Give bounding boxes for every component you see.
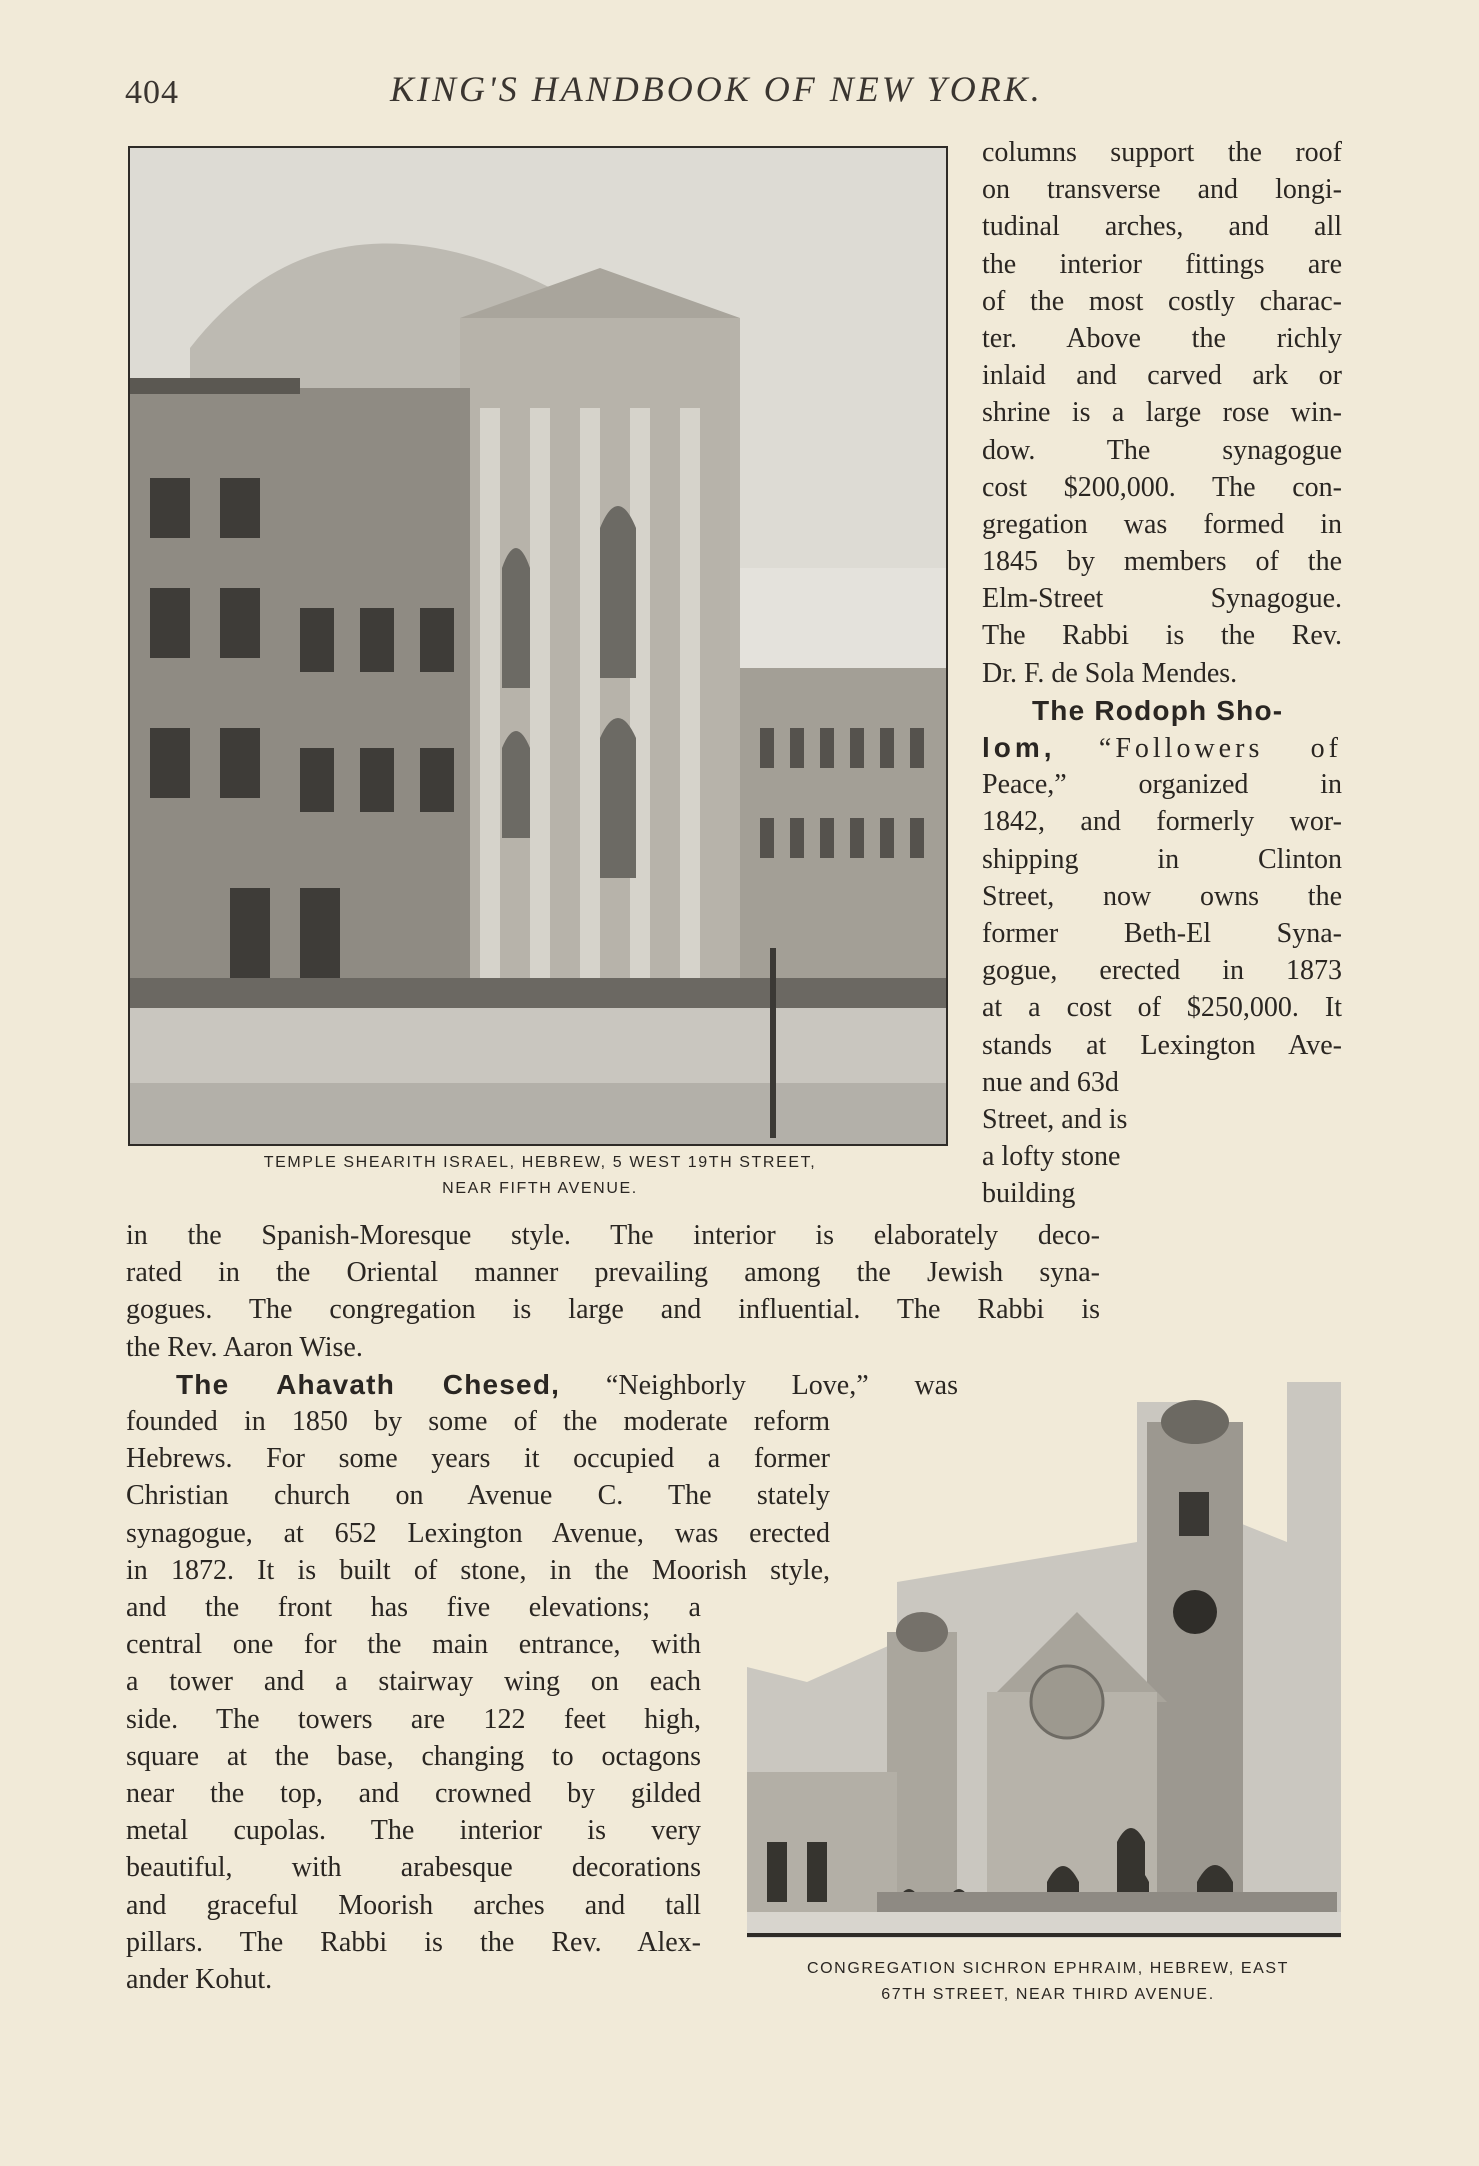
text-line: Peace,” organized in [982,769,1342,801]
rodoph-line-2 [982,729,1342,766]
ahavath-paragraph-b [126,1589,701,1998]
text-line: nue and 63d [982,1066,1119,1098]
text-line: stands at Lexington Ave- [982,1029,1342,1061]
congregation-sichron-ephraim-photo [747,1382,1341,1938]
text-line: ander Kohut. [126,1963,273,1995]
text-line: pillars. The Rabbi is the Rev. Alex- [126,1926,701,1958]
figure-caption-2 [748,1956,1348,2008]
text-line: the Rev. Aaron Wise. [126,1331,363,1363]
text-line: gogues. The congregation is large and influential. The Rabbi is [126,1294,1100,1326]
caption-line: 67TH STREET, NEAR THIRD AVENUE. [881,1986,1215,2003]
text-line: gogue, erected in 1873 [982,955,1342,987]
text-line: Christian church on Avenue C. The stately [126,1480,830,1512]
figure-caption-1 [190,1150,890,1202]
text-line: beautiful, with arabesque decorations [126,1852,701,1884]
rodoph-heading: The Rodoph Sho- [1032,694,1284,726]
text-line: founded in 1850 by some of the moderate reform [126,1406,830,1437]
text-line: near the top, and crowned by gilded [126,1777,701,1809]
caption-line: TEMPLE SHEARITH ISRAEL, HEBREW, 5 WEST 19TH STREET, [263,1154,817,1171]
text-line: cost $200,000. The con- [982,471,1342,503]
text-line: in the Spanish-Moresque style. The interior is elaborately deco- [126,1220,1100,1251]
text-line: inlaid and carved ark or [982,360,1342,392]
text-line: tudinal arches, and all [982,211,1342,243]
running-title: KING'S HANDBOOK OF NEW YORK. [390,69,1043,109]
text-line: in 1872. It is built of stone, in the Moorish style, [126,1554,830,1586]
text-line: former Beth-El Syna- [982,917,1342,949]
text-line: Street, and is [982,1103,1128,1135]
text-line: the interior fittings are [982,248,1342,280]
text-line: Street, now owns the [982,880,1342,912]
text-line: a lofty stone [982,1141,1121,1173]
text-line: building [982,1178,1076,1210]
rodoph-continuation [126,1217,1100,1366]
text-line: central one for the main entrance, with [126,1629,701,1661]
text-line: rated in the Oriental manner prevailing among the Jewish syna- [126,1257,1100,1289]
text-line: shrine is a large rose win- [982,397,1342,429]
text-line: Hebrews. For some years it occupied a former [126,1443,830,1475]
right-column-text [982,134,1342,1212]
text-line: side. The towers are 122 feet high, [126,1703,701,1735]
text-line: ter. Above the richly [982,322,1342,354]
rodoph-heading-cont: lom, [982,732,1056,763]
text-line: metal cupolas. The interior is very [126,1815,701,1847]
text-line: synagogue, at 652 Lexington Avenue, was erected [126,1517,830,1549]
text-line: of the most costly charac- [982,285,1342,317]
rodoph-heading-line [982,692,1342,729]
text-line: at a cost of $250,000. It [982,992,1342,1024]
text-line: dow. The synagogue [982,434,1342,466]
text-line: on transverse and longi- [982,174,1342,206]
rodoph-translation: “Followers of [1098,733,1342,764]
text-line: square at the base, changing to octagons [126,1740,701,1772]
ahavath-translation: “Neighborly Love,” was [605,1370,958,1401]
ahavath-heading: The Ahavath Chesed, [176,1369,561,1400]
text-line: The Rabbi is the Rev. [982,620,1342,652]
caption-line: NEAR FIFTH AVENUE. [442,1180,638,1197]
text-line: columns support the roof [982,137,1342,168]
text-line: and graceful Moorish arches and tall [126,1889,701,1921]
text-line: Dr. F. de Sola Mendes. [982,657,1238,689]
text-line: 1842, and formerly wor- [982,806,1342,838]
text-line: and the front has five elevations; a [126,1592,701,1623]
ahavath-paragraph-a [126,1403,830,1589]
text-line: gregation was formed in [982,508,1342,540]
page-number: 404 [125,74,179,111]
temple-shearith-israel-photo [128,146,948,1146]
text-line: a tower and a stairway wing on each [126,1666,701,1698]
text-line: shipping in Clinton [982,843,1342,875]
text-line: Elm-Street Synagogue. [982,583,1342,615]
text-line: 1845 by members of the [982,546,1342,578]
caption-line: CONGREGATION SICHRON EPHRAIM, HEBREW, EAST [806,1960,1290,1977]
